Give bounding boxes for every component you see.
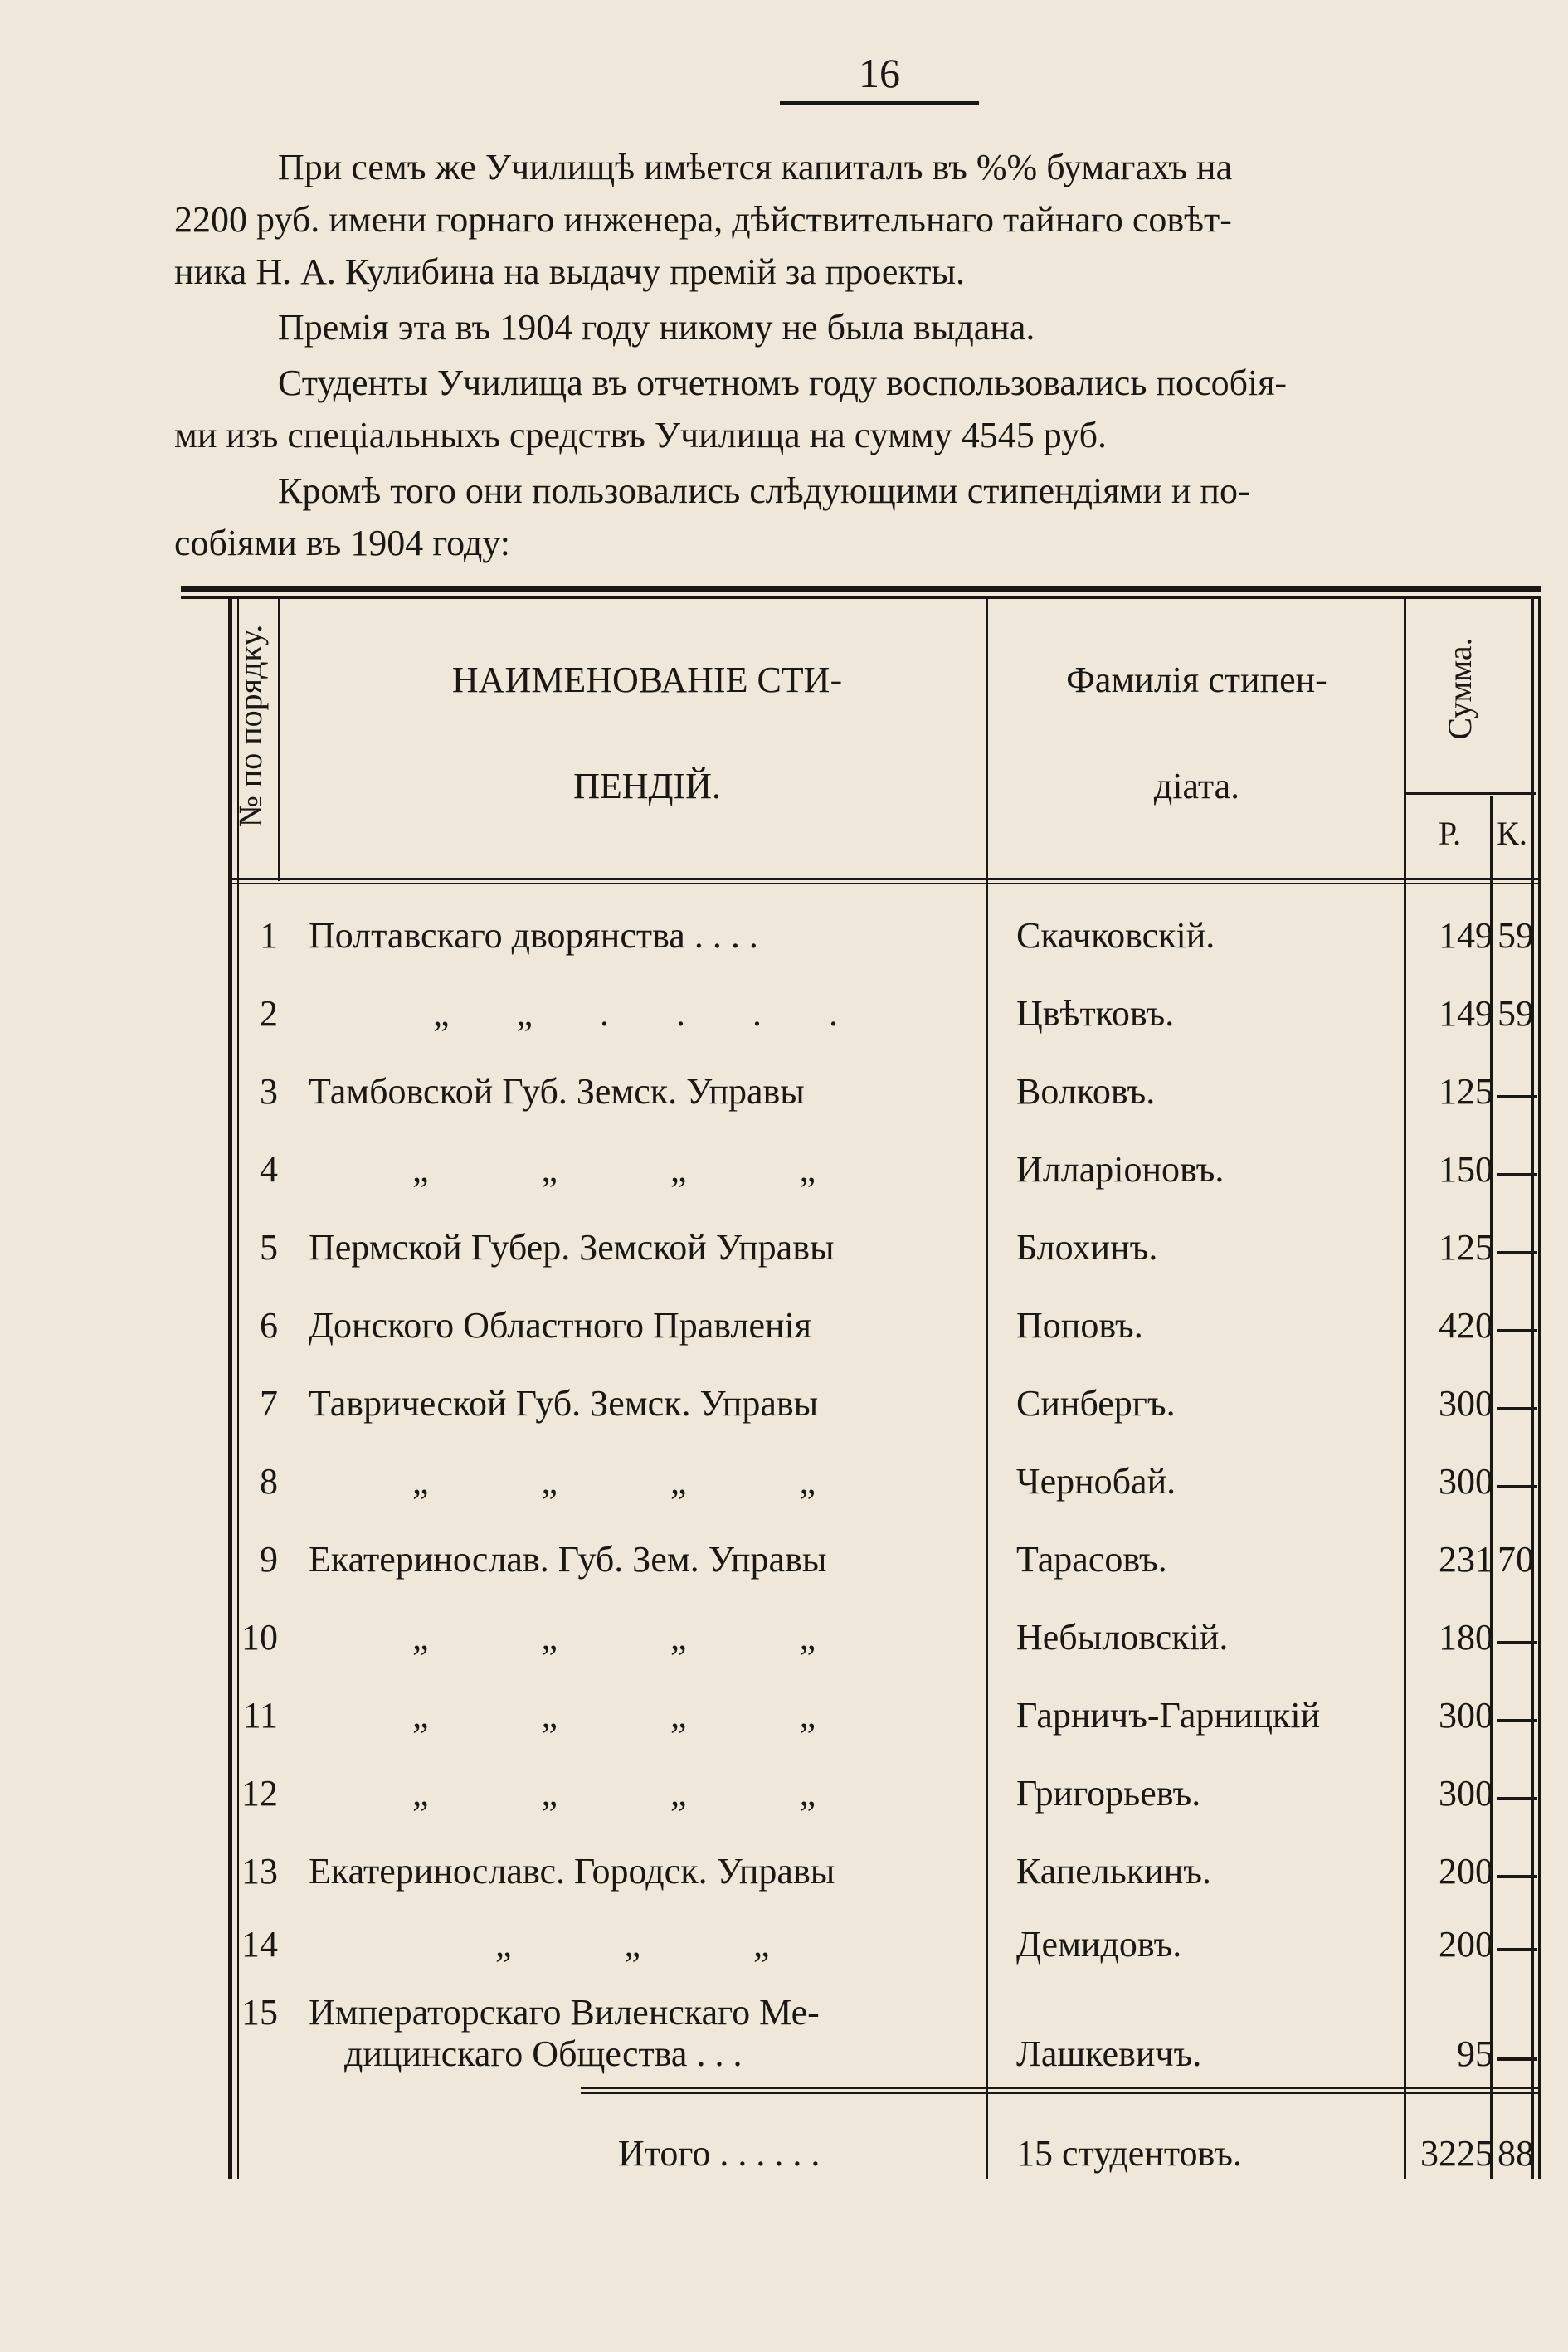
stipend-name-ditto: „ „ „	[495, 1924, 770, 1965]
total-label: Итого . . . . . .	[618, 2133, 821, 2174]
table-row	[0, 1923, 1568, 2000]
amount-rub: 300	[1439, 1383, 1493, 1424]
stipend-name: Екатеринославс. Городск. Управы	[309, 1851, 835, 1892]
student-name: Гарничъ-Гарницкій	[1016, 1695, 1321, 1736]
table-row	[0, 1694, 1568, 1771]
kop-dash	[1497, 1948, 1537, 1951]
table-row	[0, 1382, 1568, 1459]
paragraph-3	[174, 357, 1568, 461]
kop-dash	[1497, 1407, 1537, 1410]
kop-dash	[1497, 1095, 1537, 1098]
amount-rub: 300	[1439, 1695, 1493, 1736]
student-name: Чернобай.	[1016, 1461, 1176, 1502]
header-rub: Р.	[1438, 815, 1462, 852]
table-row	[0, 1460, 1568, 1537]
row-number: 3	[260, 1071, 278, 1112]
table-row	[0, 1538, 1568, 1615]
kop-dash	[1497, 1719, 1537, 1722]
p3-line-1: Студенты Училища въ отчетномъ году воспользовались пособія-	[278, 363, 1288, 403]
stipend-name: Екатеринослав. Губ. Зем. Управы	[309, 1539, 827, 1580]
table-row	[0, 914, 1568, 991]
amount-rub: 150	[1439, 1149, 1493, 1190]
student-name: Тарасовъ.	[1016, 1539, 1167, 1580]
student-name: Скачковскій.	[1016, 915, 1215, 956]
amount-rub: 231	[1439, 1539, 1493, 1580]
amount-rub: 300	[1439, 1773, 1493, 1814]
kop-dash	[1497, 1251, 1537, 1254]
header-bottom-rule-thin	[228, 883, 1539, 884]
kop-dash	[1497, 1641, 1537, 1644]
amount-kop: 59	[1497, 915, 1534, 956]
row-number: 1	[260, 915, 278, 956]
header-kop: К.	[1497, 815, 1527, 852]
row-number: 9	[260, 1539, 278, 1580]
total-students: 15 студентовъ.	[1016, 2133, 1242, 2174]
amount-kop: 70	[1497, 1539, 1534, 1580]
row-number: 4	[260, 1149, 278, 1190]
paragraph-4	[174, 465, 1568, 569]
amount-kop: 59	[1497, 993, 1534, 1034]
row-number: 12	[241, 1773, 278, 1814]
stipend-name: Полтавскаго дворянства . . . .	[309, 915, 758, 956]
header-student-line-2: діата.	[1153, 766, 1240, 806]
student-name: Илларіоновъ.	[1016, 1149, 1225, 1190]
table-row	[0, 1070, 1568, 1147]
amount-rub: 200	[1439, 1924, 1493, 1965]
total-kop: 88	[1497, 2133, 1534, 2174]
num-column-rule-header	[278, 599, 280, 881]
student-name: Григорьевъ.	[1016, 1773, 1201, 1814]
p3-line-2: ми изъ спеціальныхъ средствъ Училища на сумму 4545 руб.	[174, 415, 1107, 455]
row-number: 11	[242, 1695, 278, 1736]
p1-line-3: ника Н. А. Кулибина на выдачу премій за проекты.	[174, 251, 966, 292]
table-row	[0, 1772, 1568, 1849]
header-student-line-1: Фамилія стипен-	[1066, 660, 1327, 700]
row-number: 6	[260, 1305, 278, 1346]
p1-line-1: При семъ же Училищѣ имѣется капиталъ въ %% бумагахъ на	[278, 147, 1233, 187]
kop-dash	[1497, 1485, 1537, 1488]
table-row	[0, 1850, 1568, 1927]
p4-line-2: собіями въ 1904 году:	[174, 523, 510, 563]
table-row	[0, 1226, 1568, 1303]
header-bottom-rule	[228, 878, 1539, 880]
stipend-name-ditto: „ „ „ „	[412, 1695, 816, 1736]
header-number: № по порядку.	[231, 624, 269, 828]
page-number-underline	[780, 101, 979, 105]
header-name-line-1: НАИМЕНОВАНІЕ СТИ-	[451, 660, 843, 700]
stipend-name: Пермской Губер. Земской Управы	[309, 1227, 835, 1268]
row-number: 14	[241, 1924, 278, 1965]
kop-dash	[1497, 1797, 1537, 1800]
stipend-name-line-2: дицинскаго Общества . . .	[344, 2033, 743, 2074]
stipend-name-line-1: Императорскаго Виленскаго Ме-	[309, 1992, 820, 2033]
student-name: Синбергъ.	[1016, 1383, 1176, 1424]
amount-rub: 200	[1439, 1851, 1493, 1892]
student-name: Волковъ.	[1016, 1071, 1156, 1112]
table-row	[0, 992, 1568, 1069]
stipend-name-ditto: „ „ . . . .	[433, 993, 839, 1034]
p4-line-1: Кромѣ того они пользовались слѣдующими стипендіями и по-	[278, 470, 1250, 511]
sum-subheader-rule	[1404, 792, 1536, 795]
table-row	[0, 1148, 1568, 1225]
student-name: Лашкевичъ.	[1016, 2033, 1202, 2074]
amount-rub: 125	[1439, 1071, 1493, 1112]
total-rub: 3225	[1420, 2133, 1493, 2174]
kop-dash	[1497, 2057, 1537, 2061]
amount-rub: 149	[1439, 915, 1493, 956]
stipend-name-ditto: „ „ „ „	[412, 1461, 816, 1502]
row-number: 7	[260, 1383, 278, 1424]
stipend-name: Тамбовской Губ. Земск. Управы	[309, 1071, 805, 1112]
table-row	[0, 1616, 1568, 1693]
stipend-name-ditto: „ „ „ „	[412, 1149, 816, 1190]
stipend-name: Таврической Губ. Земск. Управы	[309, 1383, 819, 1424]
kop-dash	[1497, 1173, 1537, 1176]
student-name: Цвѣтковъ.	[1016, 993, 1175, 1034]
amount-rub: 300	[1439, 1461, 1493, 1502]
p1-line-2: 2200 руб. имени горнаго инженера, дѣйствительнаго тайнаго совѣт-	[174, 199, 1232, 240]
row-number: 5	[260, 1227, 278, 1268]
stipend-name-ditto: „ „ „ „	[412, 1617, 816, 1658]
student-name: Блохинъ.	[1016, 1227, 1158, 1268]
amount-rub: 125	[1439, 1227, 1493, 1268]
amount-rub: 420	[1439, 1305, 1493, 1346]
row-number: 8	[260, 1461, 278, 1502]
header-name-line-2: ПЕНДІЙ.	[573, 766, 721, 806]
header-sum: Сумма.	[1441, 637, 1478, 740]
table-row	[0, 1304, 1568, 1381]
row-number: 15	[241, 1992, 278, 2033]
intro-text	[174, 141, 1568, 572]
table-top-rule-thin	[181, 596, 1541, 599]
stipend-name: Донского Областного Правленія	[309, 1305, 811, 1346]
amount-rub: 95	[1457, 2033, 1493, 2074]
table-row	[0, 1991, 1568, 2091]
page-number: 16	[859, 50, 900, 96]
student-name: Демидовъ.	[1016, 1924, 1182, 1965]
row-number: 13	[241, 1851, 278, 1892]
total-rule-thin	[581, 2092, 1539, 2094]
student-name: Капелькинъ.	[1016, 1851, 1212, 1892]
kop-dash	[1497, 1329, 1537, 1332]
stipend-name-ditto: „ „ „ „	[412, 1773, 816, 1814]
amount-rub: 180	[1439, 1617, 1493, 1658]
table-top-rule	[181, 586, 1541, 592]
paragraph-2: Премія эта въ 1904 году никому не была выдана.	[278, 307, 1035, 348]
kop-dash	[1497, 1875, 1537, 1878]
row-number: 10	[241, 1617, 278, 1658]
total-row	[0, 2132, 1568, 2209]
paragraph-1	[174, 141, 1568, 298]
student-name: Поповъ.	[1016, 1305, 1143, 1346]
amount-rub: 149	[1439, 993, 1493, 1034]
student-name: Небыловскій.	[1016, 1617, 1229, 1658]
row-number: 2	[260, 993, 278, 1034]
